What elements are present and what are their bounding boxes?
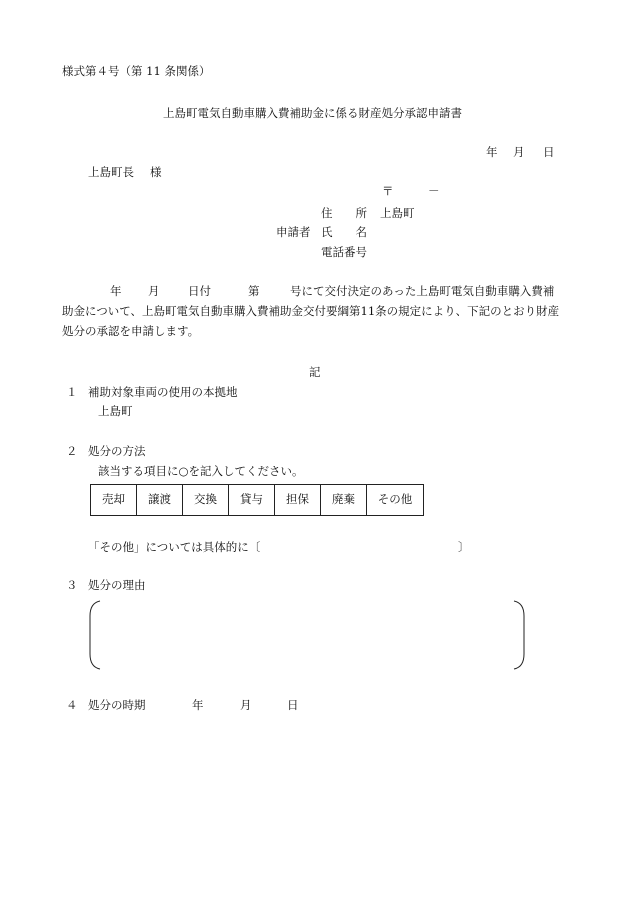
option-collateral[interactable]: 担保 bbox=[275, 485, 321, 516]
section4-day: 日 bbox=[287, 698, 299, 712]
address-value: 上島町 bbox=[380, 206, 415, 220]
option-lend[interactable]: 貸与 bbox=[229, 485, 275, 516]
postal-mark: 〒 bbox=[382, 184, 394, 198]
other-detail-label: 「その他」については具体的に〔 bbox=[88, 540, 261, 554]
section2-instruction: 該当する項目に○を記入してください。 bbox=[98, 464, 304, 478]
section1-title: 補助対象車両の使用の本拠地 bbox=[88, 385, 238, 399]
section3-title: 処分の理由 bbox=[88, 578, 146, 592]
section2-title: 処分の方法 bbox=[88, 444, 146, 458]
name-label: 氏 名 bbox=[321, 225, 367, 239]
postal-dash: － bbox=[428, 184, 440, 198]
addressee-name: 上島町長 bbox=[88, 165, 134, 179]
section4-title: 処分の時期 bbox=[88, 698, 146, 712]
reason-left-bracket bbox=[88, 600, 102, 670]
disposal-method-table bbox=[90, 484, 424, 516]
date-day-label: 日 bbox=[543, 145, 555, 159]
option-sale[interactable]: 売却 bbox=[91, 485, 137, 516]
address-label: 住 所 bbox=[321, 206, 367, 220]
addressee-honorific: 様 bbox=[150, 165, 162, 179]
body-day: 日付 bbox=[188, 284, 211, 298]
reason-field[interactable] bbox=[104, 602, 514, 668]
date-month-label: 月 bbox=[513, 145, 525, 159]
body-year: 年 bbox=[110, 284, 122, 298]
ki-heading: 記 bbox=[309, 365, 321, 379]
option-transfer[interactable]: 譲渡 bbox=[137, 485, 183, 516]
option-other[interactable]: その他 bbox=[367, 485, 424, 516]
body-month: 月 bbox=[148, 284, 160, 298]
section2-number: ２ bbox=[66, 444, 78, 458]
body-line2: 助金について、上島町電気自動車購入費補助金交付要綱第11条の規定により、下記のとおり財産 bbox=[62, 304, 560, 318]
document-title: 上島町電気自動車購入費補助金に係る財産処分承認申請書 bbox=[163, 106, 462, 120]
form-number: 様式第４号（第 11 条関係） bbox=[62, 64, 211, 78]
option-dispose[interactable]: 廃棄 bbox=[321, 485, 367, 516]
other-detail-field[interactable] bbox=[270, 538, 456, 558]
section4-number: ４ bbox=[66, 698, 78, 712]
section1-value: 上島町 bbox=[98, 404, 133, 418]
body-line3: 処分の承認を申請します。 bbox=[62, 324, 200, 338]
body-no: 第 bbox=[248, 284, 260, 298]
reason-right-bracket bbox=[512, 600, 526, 670]
body-line1-rest: 号にて交付決定のあった上島町電気自動車購入費補 bbox=[290, 284, 555, 298]
section4-year: 年 bbox=[192, 698, 204, 712]
other-detail-close: 〕 bbox=[458, 540, 470, 554]
date-year-label: 年 bbox=[486, 145, 498, 159]
section1-number: １ bbox=[66, 385, 78, 399]
phone-label: 電話番号 bbox=[321, 245, 367, 259]
applicant-role-label: 申請者 bbox=[276, 225, 311, 239]
section4-month: 月 bbox=[240, 698, 252, 712]
option-exchange[interactable]: 交換 bbox=[183, 485, 229, 516]
section3-number: ３ bbox=[66, 578, 78, 592]
